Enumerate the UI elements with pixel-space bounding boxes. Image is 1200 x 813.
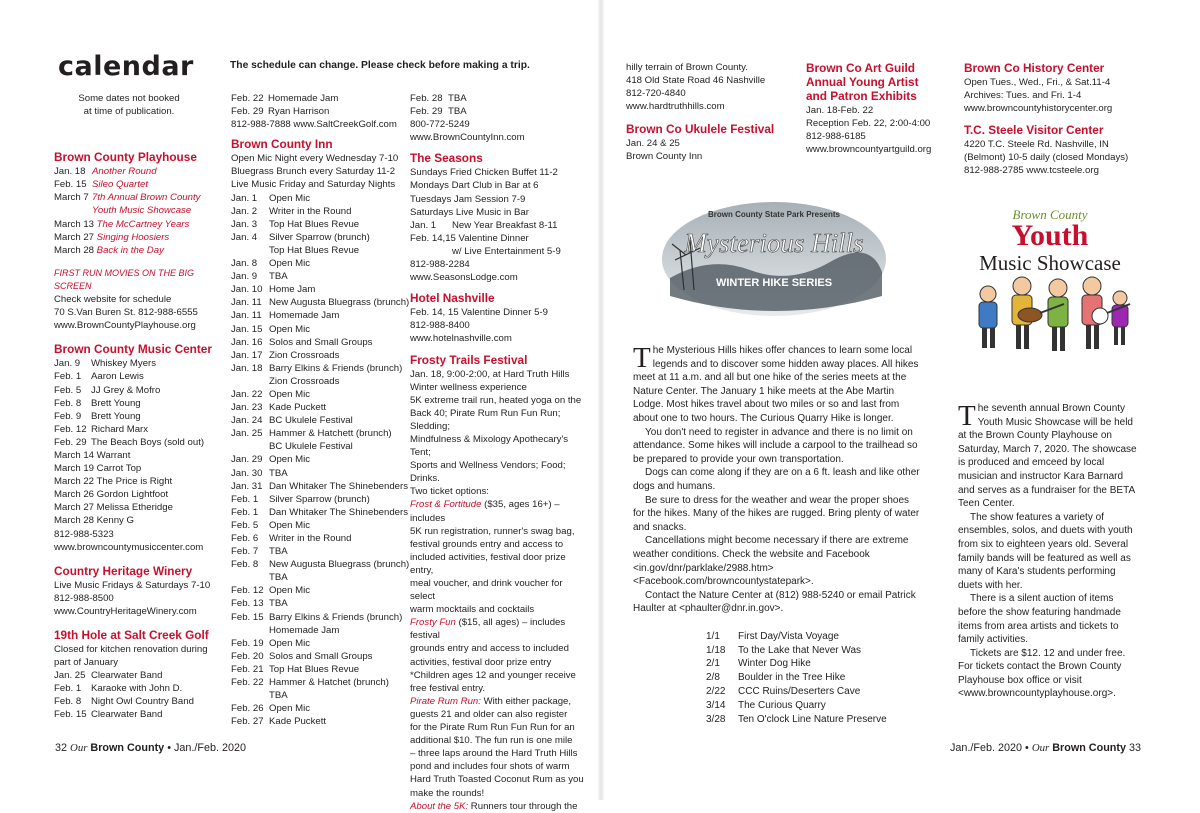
list-item: Feb. 8 New Augusta Bluegrass (brunch): [231, 559, 410, 571]
column-3: Feb. 28 TBA Feb. 29 TBA 800-772-5249 www.BrownCountyInn.com The Seasons Sundays Fried Chicken Buffet 11-2 Mondays Dart Club in Bar at 6 Tuesdays Jam Session 7-9 Saturdays Live Music in Bar Jan. 1 New Year Breakfast 8-11 Feb. 14,15 Valentine Dinner w/ Live Entertainment 5-9 812-988-2284 www.SeasonsLodge.com Hotel Nashville Feb. 14, 15 Valentine Dinner 5-9 812-988-8400 www.hotelnashville.com Frosty Trails Festival Jan. 18, 9:00-2:00, at Hard Truth Hills Winter wellness experience 5K extreme trail run, heated yoga on the Back 40; Pirate Rum Run Fun Run; Sledding; Mindfulness & Mixology Apothecary's Tent; Sports and Wellness Vendors; Food; Drinks. Two ticket options: Frost & Fortitude ($35, ages 16+) – includes 5K run registration, runner's swag bag, festival grounds entry and access to included activities, festival door prize entry, meal voucher, and drink voucher for select warm mocktails and cocktails Frosty Fun ($15, all ages) – includes festival grounds entry and access to included activities, festival door prize entry *Children ages 12 and younger receive free festival entry. Pirate Rum Run: With either package, guests 21 and older can also register for the Pirate Rum Run Fun Run for an additional $10. The fun run is one mile – three laps around the Hard Truth Hills pond and includes four shots of warm Hard Truth Toasted Coconut Rum as you make the rounds! About the 5K: Runners tour through the: [410, 0, 590, 813]
page-gutter: [598, 0, 604, 800]
playhouse-website[interactable]: www.BrownCountyPlayhouse.org: [54, 320, 196, 332]
list-item: Jan. 18 Barry Elkins & Friends (brunch): [231, 362, 403, 374]
list-item: Feb. 15 Barry Elkins & Friends (brunch): [231, 611, 403, 623]
list-item: Jan. 22 Open Mic: [231, 388, 311, 400]
list-item: Jan. 9 Whiskey Myers: [54, 358, 157, 370]
list-item: Jan. 17 Zion Crossroads: [231, 349, 340, 361]
list-item: Jan. 30 TBA: [231, 467, 288, 479]
list-item: Homemade Jam: [269, 624, 340, 636]
column-1: Some dates not booked at time of publication. Brown County Playhouse Jan. 18 Another Round Feb. 15 Sileo Quartet March 7 7th Annual Brown County Youth Music Showcase March 13 The McCartney Years March 27 Singing Hoosiers March 28 Back in the Day FIRST RUN MOVIES ON THE BIG SCREEN Check website for schedule 70 S.Van Buren St. 812-988-6555 www.BrownCountyPlayhouse.org Brown County Music Center Jan. 9 Whiskey Myers Feb. 1 Aaron Lewis Feb. 5 JJ Grey & Mofro Feb. 8 Brett Young Feb. 9 Brett Young Feb. 12 Richard Marx Feb. 29 The Beach Boys (sold out) March 14 Warrant March 19 Carrot Top March 22 The Price is Right March 26 Gordon Lightfoot March 27 Melissa Etheridge March 28 Kenny G 812-988-5323 www.browncountymusiccenter.com Country Heritage Winery Live Music Fridays & Saturdays 7-10 812-988-8500 www.CountryHeritageWinery.com 19th Hole at Salt Creek Golf Closed for kitchen renovation during part of January Jan. 25 Clearwater Band Feb. 1 Karaoke with John D. Feb. 8 Night Owl Country Band Feb. 15 Clearwater Band: [54, 0, 224, 722]
list-item: BC Ukulele Festival: [269, 441, 353, 453]
list-item: March 28 Back in the Day: [54, 244, 164, 256]
list-item: Feb. 22 Homemade Jam: [231, 93, 339, 104]
golf-contact: 812-988-7888 www.SaltCreekGolf.com: [231, 119, 397, 131]
playhouse-heading: Brown County Playhouse: [54, 150, 197, 165]
music-center-events: [54, 357, 224, 449]
list-item: TBA: [269, 690, 288, 702]
list-item: Feb. 27 Kade Puckett: [231, 716, 327, 728]
list-item: Feb. 5 JJ Grey & Mofro: [54, 384, 161, 396]
youth-showcase-logo: [960, 200, 1140, 370]
dropcap: T: [633, 342, 651, 374]
list-item: Feb. 6 Writer in the Round: [231, 533, 352, 544]
golf-heading: 19th Hole at Salt Creek Golf: [54, 628, 209, 642]
hotel-heading: Hotel Nashville: [410, 291, 495, 306]
hike-subtitle-text: WINTER HIKE SERIES: [715, 277, 833, 289]
inn-events: [231, 192, 410, 729]
list-item: Jan. 3 Top Hat Blues Revue: [231, 218, 360, 230]
dropcap: T: [958, 400, 976, 432]
history-website[interactable]: www.browncountyhistorycenter.org: [964, 103, 1113, 115]
column-5: Brown Co Art Guild Annual Young Artist and Patron Exhibits Jan. 18-Feb. 22 Reception Feb. 22, 2:00-4:00 812-988-6185 www.browncountyartguild.org: [806, 0, 956, 156]
column-2: Feb. 22 Homemade Jam Feb. 29 Ryan Harrison 812-988-7888 www.SaltCreekGolf.com Brown County Inn Open Mic Night every Wednesday 7-10 Bluegrass Brunch every Saturday 11-2 Live Music Friday and Saturday Nights Jan. 1 Open Mic Jan. 2 Writer in the Round Jan. 3 Top Hat Blues Revue Jan. 4 Silver Sparrow (brunch) Top Hat Blues Revue Jan. 8 Open Mic Jan. 9 TBA Jan. 10 Home Jam Jan. 11 New Augusta Bluegrass (brunch) Jan. 11 Homemade Jam Jan. 15 Open Mic Jan. 16 Solos and Small Groups Jan. 17 Zion Crossroads Jan. 18 Barry Elkins & Friends (brunch) Zion Crossroads Jan. 22 Open Mic Jan. 23 Kade Puckett Jan. 24 BC Ukulele Festival Jan. 25 Hammer & Hatchett (brunch) BC Ukulele Festival Jan. 29 Open Mic Jan. 30 TBA Jan. 31 Dan Whitaker The Shinebenders Feb. 1 Silver Sparrow (brunch) Feb. 1 Dan Whitaker The Shinebenders Feb. 5 Open Mic Feb. 6 Writer in the Round Feb. 7 TBA Feb. 8 New Augusta Bluegrass (brunch) TBA Feb. 12 Open Mic Feb. 13 TBA Feb. 15 Barry Elkins & Friends (brunch) Homemade Jam Feb. 19 Open Mic Feb. 20 Solos and Small Groups Feb. 21 Top Hat Blues Revue Feb. 22 Hammer & Hatchet (brunch) TBA Feb. 26 Open Mic Feb. 27 Kade Puckett: [231, 93, 410, 728]
page-number: 33: [1129, 742, 1142, 754]
playhouse-events: [54, 165, 224, 257]
list-item: Feb. 9 Brett Young: [54, 410, 141, 422]
list-item: Feb. 5 Open Mic: [231, 519, 311, 531]
list-item: Jan. 18 Another Round: [54, 166, 157, 178]
list-item: Jan. 11 Homemade Jam: [231, 310, 340, 322]
winery-website[interactable]: www.CountryHeritageWinery.com: [54, 605, 197, 617]
calendar-title: calendar: [58, 51, 194, 82]
music-center-heading: Brown County Music Center: [54, 342, 212, 357]
list-item: Feb. 26 Open Mic: [231, 703, 311, 715]
right-footer: Jan./Feb. 2020 • Our Brown County 33: [950, 742, 1142, 754]
logo-line1: Brown County: [1012, 207, 1088, 222]
logo-line2: Youth: [1011, 219, 1089, 252]
musicians-illustration: [979, 277, 1130, 351]
seasons-heading: The Seasons: [410, 151, 483, 166]
hardtruth-website[interactable]: www.hardtruthhills.com: [626, 101, 725, 113]
list-item: Jan. 29 Open Mic: [231, 454, 311, 466]
list-item: 1/18 To the Lake that Never Was: [706, 644, 862, 656]
list-item: 2/22 CCC Ruins/Deserters Cave: [706, 686, 861, 698]
list-item: Feb. 20 Solos and Small Groups: [231, 650, 373, 662]
column-4: hilly terrain of Brown County. 418 Old State Road 46 Nashville 812-720-4840 www.hardtruthhills.com Brown Co Ukulele Festival Jan. 24 & 25 Brown County Inn: [626, 0, 801, 164]
page-number: 32: [55, 742, 68, 754]
list-item: Feb. 8 Brett Young: [54, 397, 141, 409]
list-item: Feb. 29 Ryan Harrison: [231, 106, 330, 118]
list-item: Jan. 11 New Augusta Bluegrass (brunch): [231, 297, 410, 309]
art-guild-website[interactable]: www.browncountyartguild.org: [806, 144, 932, 156]
list-item: 3/28 Ten O'clock Line Nature Preserve: [706, 713, 887, 725]
list-item: Feb. 1 Silver Sparrow (brunch): [231, 493, 370, 505]
list-item: Jan. 9 TBA: [231, 271, 288, 283]
list-item: Jan. 2 Writer in the Round: [231, 205, 352, 217]
movies-heading: FIRST RUN MOVIES ON THE BIG SCREEN: [54, 267, 195, 291]
list-item: Feb. 19 Open Mic: [231, 637, 311, 649]
list-item: Feb. 15 Clearwater Band: [54, 709, 163, 721]
list-item: Feb. 29 The Beach Boys (sold out): [54, 436, 205, 448]
list-item: Jan. 10 Home Jam: [231, 284, 316, 296]
list-item: Feb. 28 TBA: [410, 93, 467, 104]
list-item: Feb. 1 Dan Whitaker The Shinebenders: [231, 506, 409, 518]
list-item: Feb. 22 Hammer & Hatchet (brunch): [231, 677, 389, 689]
list-item: Jan. 1 Open Mic: [231, 192, 311, 204]
logo-line3: Music Showcase: [979, 251, 1121, 275]
list-item: Feb. 12 Richard Marx: [54, 423, 149, 435]
list-item: Zion Crossroads: [269, 375, 340, 387]
list-item: 1/1 First Day/Vista Voyage: [706, 630, 839, 642]
list-item: Youth Music Showcase: [92, 205, 192, 217]
list-item: Jan. 1 New Year Breakfast 8-11: [410, 219, 558, 231]
list-item: Feb. 1 Aaron Lewis: [54, 371, 144, 383]
list-item: March 7 7th Annual Brown County: [54, 192, 201, 204]
list-item: Feb. 13 TBA: [231, 598, 288, 610]
column-6: Brown Co History Center Open Tues., Wed., Fri., & Sat.11-4 Archives: Tues. and Fri. 1-4 www.browncountyhistorycenter.org T.C. Steele Visitor Center 4220 T.C. Steele Rd. Nashville, IN (Belmont) 10-5 daily (closed Mondays) 812-988-2785 www.tcsteele.org: [964, 0, 1144, 178]
list-item: Jan. 31 Dan Whitaker The Shinebenders: [231, 480, 409, 492]
list-item: Jan. 24 BC Ukulele Festival: [231, 415, 353, 427]
hotel-website[interactable]: www.hotelnashville.com: [410, 333, 512, 345]
list-item: Feb. 7 TBA: [231, 546, 288, 558]
left-footer: 32 Our Brown County • Jan./Feb. 2020: [55, 742, 247, 754]
list-item: 2/1 Winter Dog Hike: [706, 658, 811, 670]
list-item: Jan. 23 Kade Puckett: [231, 402, 327, 414]
list-item: Feb. 12 Open Mic: [231, 585, 311, 597]
list-item: Top Hat Blues Revue: [269, 244, 360, 256]
list-item: Feb. 15 Sileo Quartet: [54, 179, 148, 191]
list-item: Jan. 25 Hammer & Hatchett (brunch): [231, 428, 392, 440]
presenter-text: Brown County State Park Presents: [707, 210, 841, 219]
list-item: Feb. 8 Night Owl Country Band: [54, 696, 194, 708]
list-item: March 27 Singing Hoosiers: [54, 231, 170, 243]
youth-article: The seventh annual Brown County Youth Music Showcase will be held at the Brown County Playhouse on Saturday, March 7, 2020. The showcase is produced and emceed by local musician and instructor Kara Barnard and serves as a fundraiser for the BETA Teen Center. The show features a variety of ensembles, solos, and duets with youth from six to eighteen years old. Several family bands will be featured as well as many of Kara's students performing duets with her. There is a silent auction of items before the show featuring handmade items from area artists and tickets to family activities. Tickets are $12. 12 and under free. For tickets contact the Brown County Playhouse box office or visit <www.browncountyplayhouse.org>.: [958, 400, 1137, 700]
list-item: TBA: [269, 572, 288, 584]
list-item: March 13 The McCartney Years: [54, 218, 190, 230]
inn-heading: Brown County Inn: [231, 137, 333, 152]
winery-heading: Country Heritage Winery: [54, 563, 193, 578]
seasons-website[interactable]: www.SeasonsLodge.com: [410, 272, 518, 284]
list-item: Feb. 21 Top Hat Blues Revue: [231, 663, 360, 675]
music-center-website[interactable]: www.browncountymusiccenter.com: [54, 541, 204, 553]
inn-website[interactable]: www.BrownCountyInn.com: [410, 132, 525, 144]
list-item: Jan. 25 Clearwater Band: [54, 670, 163, 682]
schedule-notice: The schedule can change. Please check before making a trip.: [230, 60, 530, 71]
list-item: Jan. 8 Open Mic: [231, 258, 311, 270]
list-item: Feb. 1 Karaoke with John D.: [54, 683, 183, 695]
list-item: 2/8 Boulder in the Tree Hike: [706, 672, 846, 684]
ukulele-heading: Brown Co Ukulele Festival: [626, 122, 775, 137]
hike-title-text: Mysterious Hills: [684, 228, 864, 258]
mysterious-hills-image: [660, 200, 888, 318]
list-item: Jan. 16 Solos and Small Groups: [231, 336, 373, 348]
hike-schedule: [633, 630, 921, 727]
art-guild-heading: Brown Co Art Guild Annual Young Artist and Patron Exhibits: [806, 61, 919, 103]
list-item: Jan. 15 Open Mic: [231, 323, 311, 335]
hike-article: The Mysterious Hills hikes offer chances to learn some local legends and to discover some hidden away places. All hikes meet at 11 a.m. and all but one hike of the series meets at the Nature Center. The January 1 hike meets at the Abe Martin Lodge. Most hikes travel about two miles or so and last from about one to two hours. The Curious Quarry Hike is longer. You don't need to register in advance and there is no limit on attendance. Some hikes will include a carpool to the trailhead so be prepared to provide your own transportation. Dogs can come along if they are on a 6 ft. leash and like other dogs and humans. Be sure to dress for the weather and wear the proper shoes for the hikes. Many of the hikes are rugged. Bring plenty of water and snacks. Cancellations might become necessary if there are extreme weather conditions. Check the website and Facebook <in.gov/dnr/parklake/2988.htm> <Facebook.com/browncountystatepark>. Contact the Nature Center at (812) 988-5240 or email Patrick Haulter at <phaulter@dnr.in.gov>. 1/1 First Day/Vista Voyage 1/18 To the Lake that Never Was 2/1 Winter Dog Hike 2/8 Boulder in the Tree Hike 2/22 CCC Ruins/Deserters Cave 3/14 The Curious Quarry 3/28 Ten O'clock Line Nature Preserve: [633, 342, 920, 725]
frosty-heading: Frosty Trails Festival: [410, 352, 528, 367]
steele-heading: T.C. Steele Visitor Center: [964, 123, 1104, 138]
list-item: 3/14 The Curious Quarry: [706, 699, 826, 711]
history-heading: Brown Co History Center: [964, 61, 1105, 75]
booking-note: Some dates not booked at time of publication.: [78, 93, 180, 118]
list-item: Feb. 29 TBA: [410, 106, 467, 118]
list-item: Jan. 4 Silver Sparrow (brunch): [231, 231, 370, 243]
